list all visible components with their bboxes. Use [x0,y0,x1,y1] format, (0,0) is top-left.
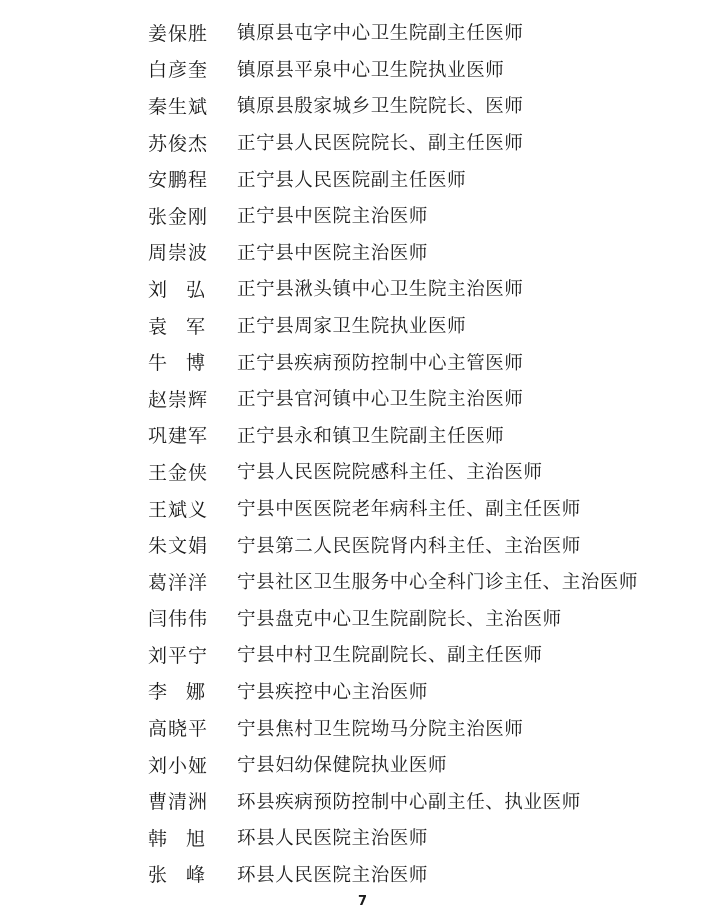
list-item [148,307,708,344]
person-role: 正宁县官河镇中心卫生院主治医师 [237,389,524,411]
person-role: 宁县妇幼保健院执业医师 [237,755,448,777]
person-name: 张 峰 [148,864,206,887]
list-item [148,197,708,234]
person-role: 宁县第二人民医院肾内科主任、主治医师 [237,535,581,557]
personnel-list [148,14,708,892]
person-role: 正宁县湫头镇中心卫生院主治医师 [237,279,524,301]
person-name: 周崇波 [148,242,209,265]
person-name: 韩 旭 [148,827,206,850]
person-name: 姜保胜 [148,22,209,45]
person-name: 高晓平 [148,718,209,741]
list-item [148,636,708,673]
person-name: 赵崇辉 [148,388,209,411]
person-name: 刘小娅 [148,754,209,777]
list-item [148,234,708,271]
person-name: 刘 弘 [148,278,206,301]
person-role: 环县疾病预防控制中心副主任、执业医师 [237,791,581,813]
person-name: 张金刚 [148,205,209,228]
list-item [148,490,708,527]
person-name: 朱文娟 [148,535,209,558]
person-name: 秦生斌 [148,95,209,118]
person-name: 李 娜 [148,681,206,704]
list-item [148,673,708,710]
person-role: 环县人民医院主治医师 [237,828,429,850]
person-role: 宁县疾控中心主治医师 [237,681,429,703]
list-item [148,270,708,307]
person-name: 葛洋洋 [148,571,209,594]
list-item [148,453,708,490]
person-role: 镇原县屯字中心卫生院副主任医师 [237,23,524,45]
person-role: 宁县焦村卫生院坳马分院主治医师 [237,718,524,740]
person-role: 正宁县疾病预防控制中心主管医师 [237,352,524,374]
person-name: 苏俊杰 [148,132,209,155]
person-role: 镇原县平泉中心卫生院执业医师 [237,59,505,81]
list-item [148,709,708,746]
person-role: 宁县人民医院院感科主任、主治医师 [237,462,543,484]
list-item [148,526,708,563]
page-number: 7 [357,894,368,909]
list-item [148,124,708,161]
person-role: 正宁县中医院主治医师 [237,242,429,264]
person-name: 白彦奎 [148,59,209,82]
person-name: 安鹏程 [148,169,209,192]
person-role: 正宁县永和镇卫生院副主任医师 [237,425,505,447]
person-role: 正宁县人民医院院长、副主任医师 [237,133,524,155]
person-role: 环县人民医院主治医师 [237,864,429,886]
list-item [148,343,708,380]
list-item [148,160,708,197]
person-role: 宁县中医医院老年病科主任、副主任医师 [237,499,581,521]
person-name: 袁 军 [148,315,206,338]
list-item [148,746,708,783]
list-item [148,856,708,893]
person-name: 闫伟伟 [148,608,209,631]
person-name: 刘平宁 [148,644,209,667]
list-item [148,819,708,856]
person-name: 曹清洲 [148,791,209,814]
list-item [148,782,708,819]
person-role: 宁县社区卫生服务中心全科门诊主任、主治医师 [237,572,639,594]
person-name: 王斌义 [148,498,209,521]
list-item [148,51,708,88]
person-role: 宁县盘克中心卫生院副院长、主治医师 [237,608,562,630]
list-item [148,87,708,124]
list-item [148,600,708,637]
person-role: 正宁县周家卫生院执业医师 [237,316,467,338]
person-role: 宁县中村卫生院副院长、副主任医师 [237,645,543,667]
person-role: 正宁县中医院主治医师 [237,206,429,228]
list-item [148,14,708,51]
list-item [148,380,708,417]
list-item [148,417,708,454]
list-item [148,563,708,600]
person-name: 牛 博 [148,352,206,375]
person-role: 正宁县人民医院副主任医师 [237,169,467,191]
person-name: 王金侠 [148,461,209,484]
person-name: 巩建军 [148,425,209,448]
person-role: 镇原县殷家城乡卫生院院长、医师 [237,96,524,118]
